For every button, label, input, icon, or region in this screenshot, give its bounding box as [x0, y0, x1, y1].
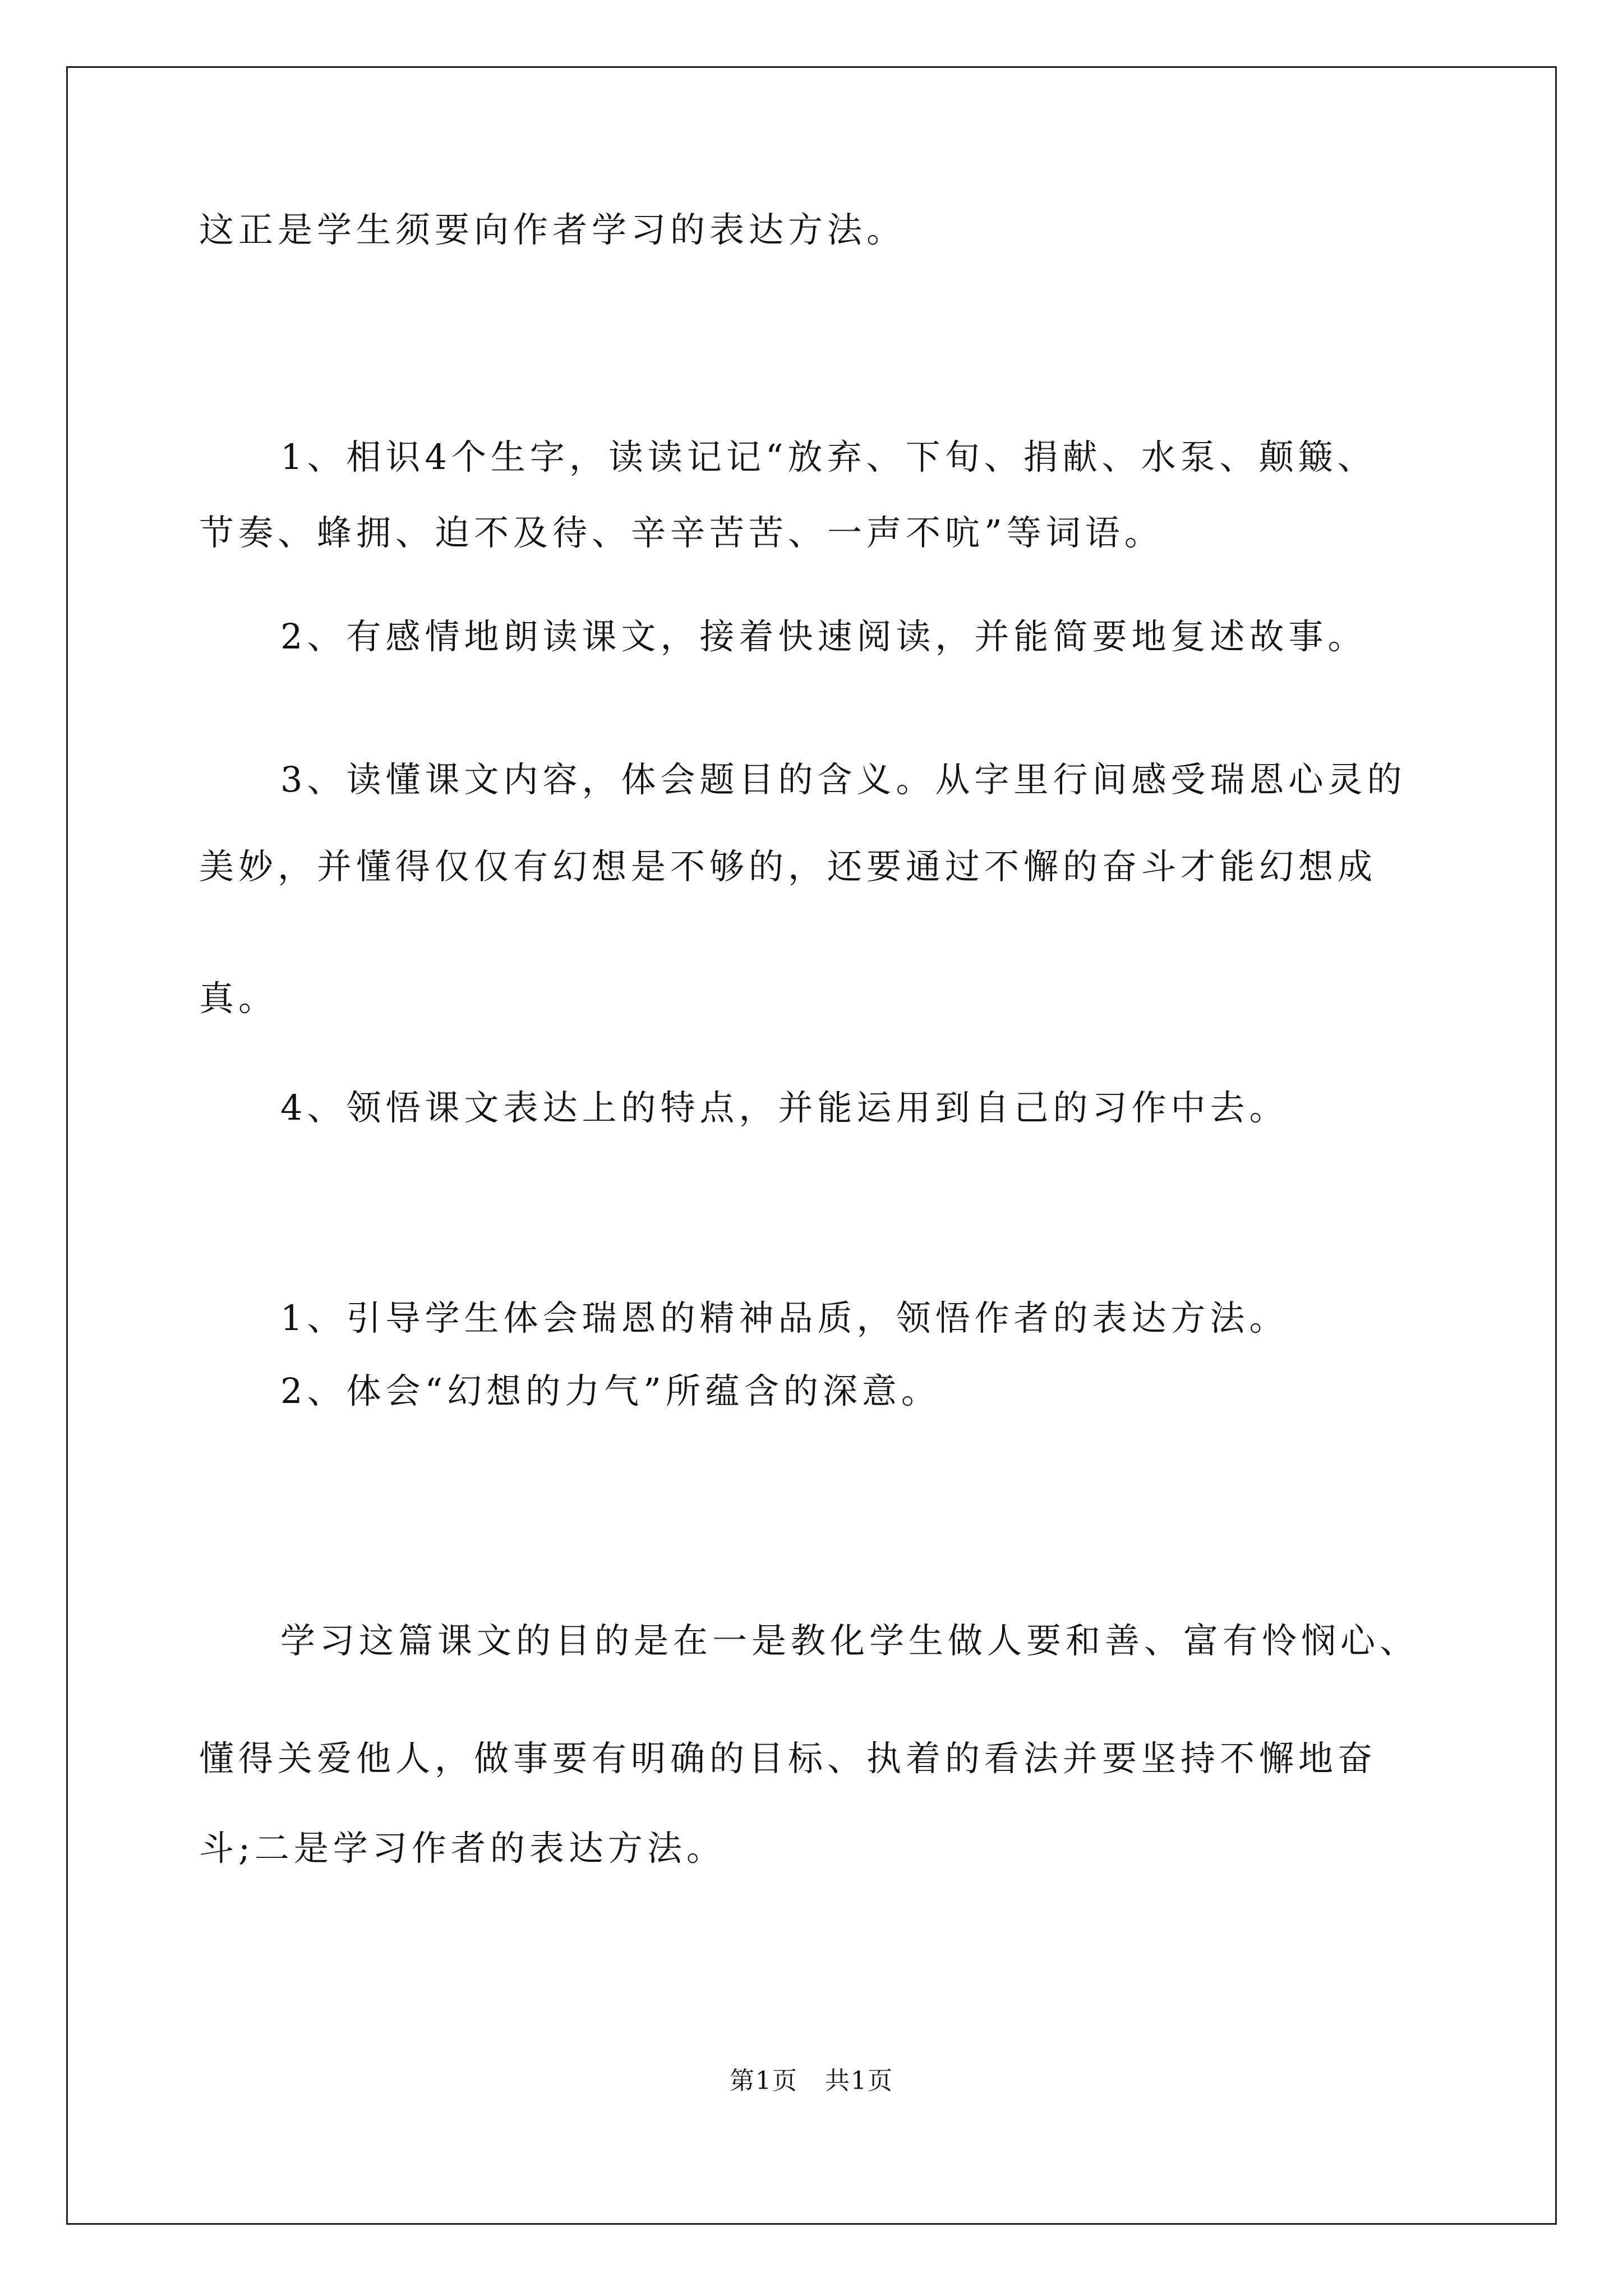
page-border [66, 66, 1557, 2225]
objective-3-line-3: 真。 [199, 978, 278, 1019]
key-point-2-line: 2、体会“幻想的力气”所蕴含的深意。 [280, 1370, 940, 1411]
key-point-1-line: 1、引导学生体会瑞恩的精神品质，领悟作者的表达方法。 [280, 1297, 1289, 1338]
objective-3-line-1: 3、读懂课文内容，体会题目的含义。从字里行间感受瑞恩心灵的 [280, 759, 1407, 800]
objective-1-line-1: 1、相识4个生字，读读记记“放弃、下旬、捐献、水泵、颠簸、 [280, 436, 1377, 477]
objective-1-line-2: 节奏、蜂拥、迫不及待、辛辛苦苦、一声不吭”等词语。 [199, 512, 1164, 553]
text-line: 这正是学生须要向作者学习的表达方法。 [199, 209, 906, 250]
objective-4-line: 4、领悟课文表达上的特点，并能运用到自己的习作中去。 [280, 1087, 1289, 1128]
page-footer: 第1页 共1页 [730, 2067, 893, 2095]
objective-2-line: 2、有感情地朗读课文，接着快速阅读，并能简要地复述故事。 [280, 616, 1367, 657]
objective-3-line-2: 美妙，并懂得仅仅有幻想是不够的，还要通过不懈的奋斗才能幻想成 [199, 846, 1377, 887]
purpose-line-3: 斗;二是学习作者的表达方法。 [199, 1828, 726, 1869]
purpose-line-1: 学习这篇课文的目的是在一是教化学生做人要和善、富有怜悯心、 [280, 1620, 1419, 1661]
purpose-line-2: 懂得关爱他人，做事要有明确的目标、执着的看法并要坚持不懈地奋 [199, 1738, 1377, 1779]
